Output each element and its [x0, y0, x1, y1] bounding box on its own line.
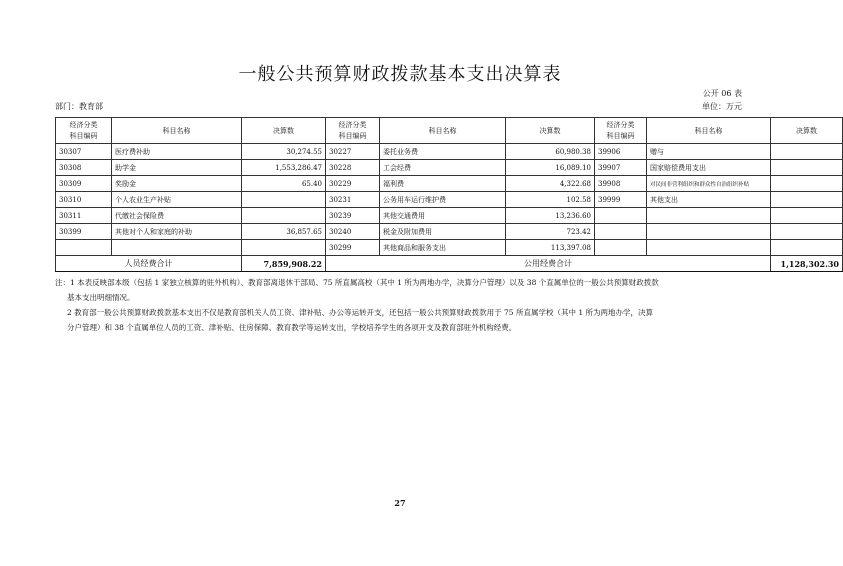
cell-code: 30229	[326, 176, 380, 192]
cell-name: 医疗费补助	[112, 144, 242, 160]
cell-name: 其他支出	[647, 192, 771, 208]
total-row	[56, 256, 843, 272]
cell-name: 其他交通费用	[380, 208, 506, 224]
cell-code: 30310	[56, 192, 112, 208]
cell-name: 赠与	[647, 144, 771, 160]
cell-name	[647, 208, 771, 224]
table-row	[56, 160, 843, 176]
cell-code: 39906	[595, 144, 647, 160]
cell-code: 30239	[326, 208, 380, 224]
cell-name: 代缴社会保险费	[112, 208, 242, 224]
cell-name: 其他对个人和家庭的补助	[112, 224, 242, 240]
public-total-label: 公用经费合计	[326, 256, 771, 272]
personnel-total-label: 人员经费合计	[56, 256, 242, 272]
cell-amount	[771, 144, 843, 160]
cell-amount	[771, 160, 843, 176]
cell-amount	[242, 208, 326, 224]
header-amount-3: 决算数	[771, 118, 843, 144]
cell-amount: 60,980.38	[506, 144, 595, 160]
cell-code: 39999	[595, 192, 647, 208]
cell-code	[595, 208, 647, 224]
cell-amount	[771, 224, 843, 240]
cell-code: 30231	[326, 192, 380, 208]
notes	[55, 275, 745, 335]
cell-code: 30308	[56, 160, 112, 176]
table-header-row	[56, 118, 843, 144]
cell-amount: 30,274.55	[242, 144, 326, 160]
cell-name: 个人农业生产补贴	[112, 192, 242, 208]
cell-code: 39907	[595, 160, 647, 176]
unit-label: 单位：万元	[702, 102, 742, 111]
table-row	[56, 240, 843, 256]
cell-amount: 723.42	[506, 224, 595, 240]
cell-name: 对民间非营利组织和群众性自治组织补贴	[647, 176, 771, 192]
cell-code	[56, 240, 112, 256]
note-2-line-1: 2 教育部一般公共预算财政拨款基本支出不仅是教育部机关人员工资、津补贴、办公等运转开支，还包括一般公共预算财政拨款用于 75 所直属学校（其中 1 所为两地办学，决算	[67, 308, 654, 317]
cell-name	[647, 224, 771, 240]
cell-code: 30311	[56, 208, 112, 224]
note-1-line-2: 基本支出明细情况。	[67, 293, 135, 302]
header-code-2: 经济分类 科目编码	[326, 118, 380, 144]
table-row	[56, 144, 843, 160]
cell-name	[112, 240, 242, 256]
cell-name: 委托业务费	[380, 144, 506, 160]
personnel-total-value: 7,859,908.22	[242, 256, 326, 272]
cell-amount: 36,857.65	[242, 224, 326, 240]
expenditure-table	[55, 117, 843, 272]
table-row	[56, 176, 843, 192]
cell-amount: 113,397.08	[506, 240, 595, 256]
cell-code: 39908	[595, 176, 647, 192]
cell-code: 30299	[326, 240, 380, 256]
cell-code: 30307	[56, 144, 112, 160]
header-code-1: 经济分类 科目编码	[56, 118, 112, 144]
cell-code: 30309	[56, 176, 112, 192]
cell-name: 工会经费	[380, 160, 506, 176]
cell-amount	[771, 208, 843, 224]
table-row	[56, 224, 843, 240]
cell-amount	[771, 192, 843, 208]
header-code-3: 经济分类 科目编码	[595, 118, 647, 144]
cell-amount	[242, 192, 326, 208]
cell-name: 税金及附加费用	[380, 224, 506, 240]
note-2-line-2: 分户管理）和 38 个直属单位人员的工资、津补贴、住房保障、教育教学等运转支出，学校培养学生的各项开支及教育部驻外机构经费。	[67, 323, 517, 332]
cell-code	[595, 224, 647, 240]
note-1-line-1: 注：1 本表反映部本级（包括 1 家独立核算的驻外机构）、教育部离退休干部局、75 所直属高校（其中 1 所为两地办学，决算分户管理）以及 38 个直属单位的一般公共预算财政拨款	[55, 278, 659, 287]
cell-name: 福利费	[380, 176, 506, 192]
header-amount-1: 决算数	[242, 118, 326, 144]
page-number: 27	[394, 498, 406, 508]
cell-code: 30399	[56, 224, 112, 240]
cell-name: 其他商品和服务支出	[380, 240, 506, 256]
cell-amount: 102.58	[506, 192, 595, 208]
table-row	[56, 192, 843, 208]
header-name-2: 科目名称	[380, 118, 506, 144]
department-label: 部门：教育部	[55, 102, 103, 111]
public-total-value: 1,128,302.30	[771, 256, 843, 272]
cell-code: 30240	[326, 224, 380, 240]
cell-name: 公务用车运行维护费	[380, 192, 506, 208]
cell-amount	[771, 176, 843, 192]
page-title: 一般公共预算财政拨款基本支出决算表	[238, 64, 562, 85]
cell-code: 30227	[326, 144, 380, 160]
cell-amount: 4,322.68	[506, 176, 595, 192]
cell-amount: 16,089.10	[506, 160, 595, 176]
cell-amount	[771, 240, 843, 256]
cell-name: 助学金	[112, 160, 242, 176]
form-number: 公开 06 表	[702, 89, 742, 98]
cell-name: 国家赔偿费用支出	[647, 160, 771, 176]
cell-amount	[242, 240, 326, 256]
cell-code: 30228	[326, 160, 380, 176]
cell-amount: 13,236.60	[506, 208, 595, 224]
header-name-3: 科目名称	[647, 118, 771, 144]
cell-amount: 1,553,286.47	[242, 160, 326, 176]
cell-amount: 65.40	[242, 176, 326, 192]
cell-name: 奖励金	[112, 176, 242, 192]
table-row	[56, 208, 843, 224]
cell-name	[647, 240, 771, 256]
header-amount-2: 决算数	[506, 118, 595, 144]
header-name-1: 科目名称	[112, 118, 242, 144]
cell-code	[595, 240, 647, 256]
